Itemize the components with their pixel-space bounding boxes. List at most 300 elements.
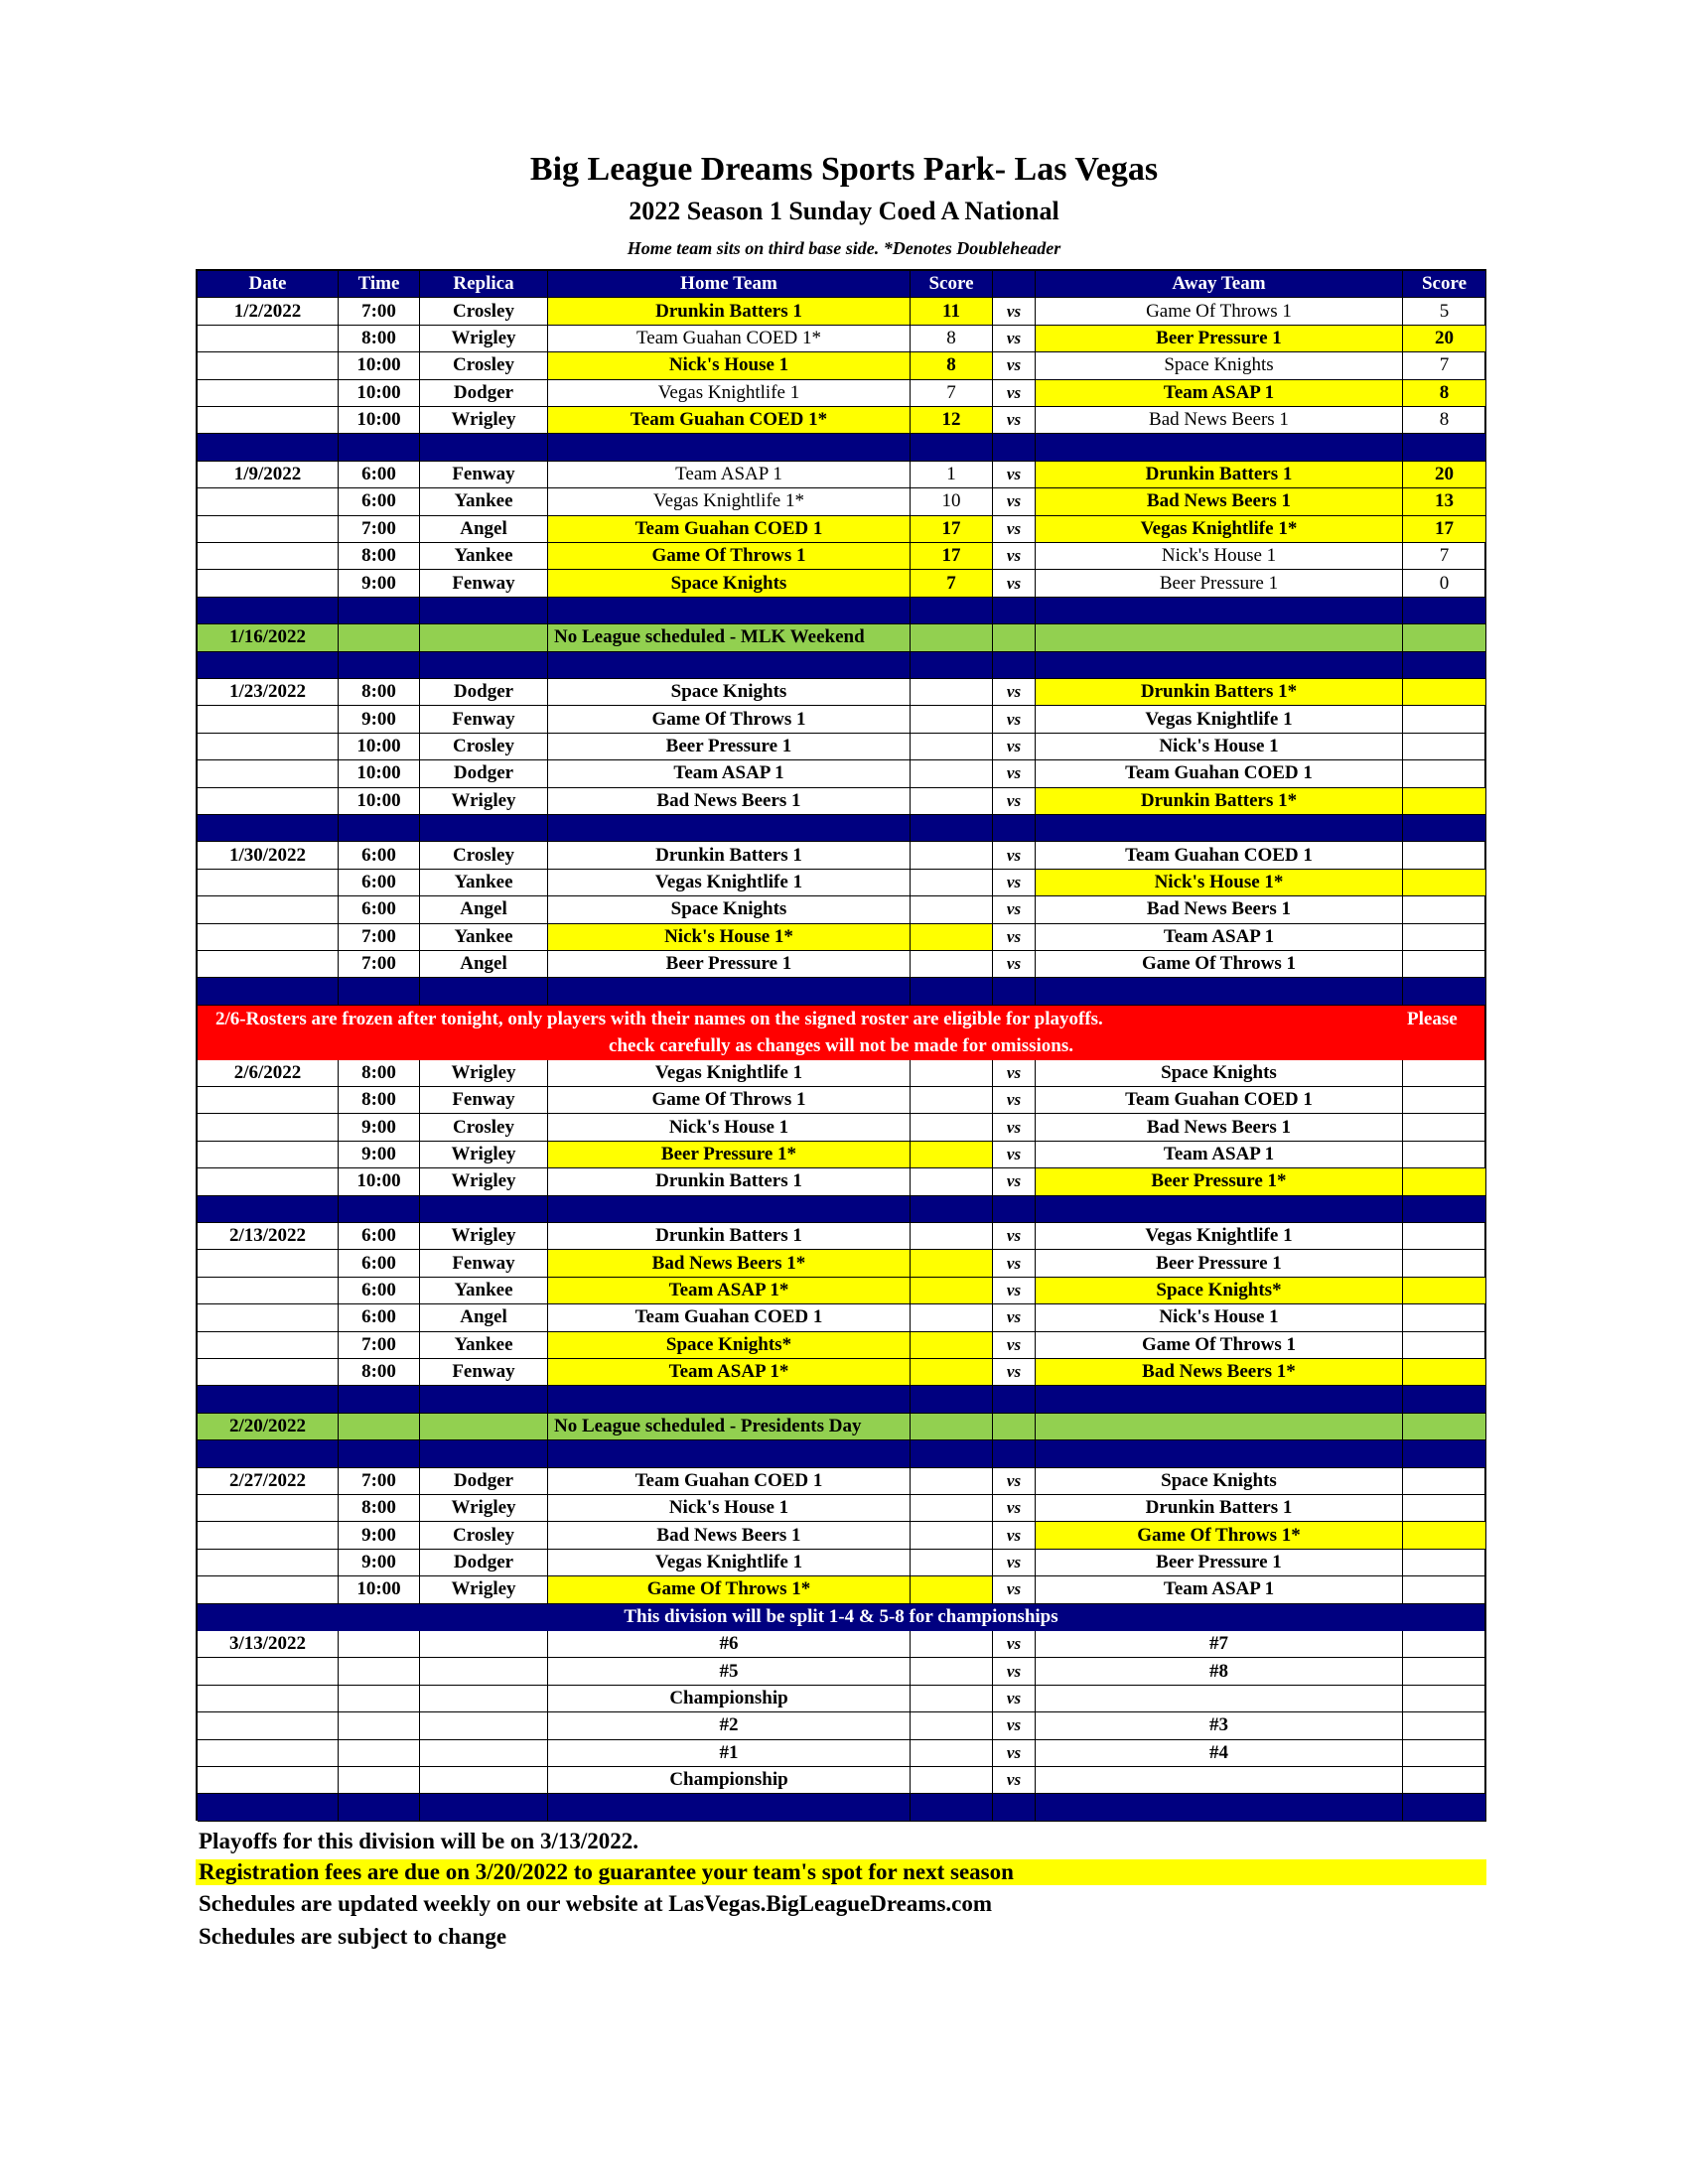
away-score-cell (1403, 624, 1486, 651)
time-cell: 8:00 (339, 679, 420, 706)
field-cell: Dodger (420, 1550, 548, 1576)
separator-cell (1403, 434, 1486, 461)
schedule-table (196, 269, 1486, 1821)
away-score-cell (1403, 1168, 1486, 1195)
home-team-cell: Team Guahan COED 1 (548, 516, 911, 543)
championship-split-text: This division will be split 1-4 & 5-8 for championships (624, 1605, 1058, 1627)
date-cell: 1/9/2022 (198, 462, 339, 488)
home-score-cell (911, 870, 993, 896)
separator-cell (420, 1440, 548, 1467)
separator-cell (1036, 978, 1403, 1005)
home-score-cell: 1 (911, 462, 993, 488)
away-team-cell: Game Of Throws 1 (1036, 951, 1403, 978)
away-team-cell: #3 (1036, 1712, 1403, 1739)
separator-cell (1403, 1440, 1486, 1467)
no-league-message: No League scheduled - MLK Weekend (548, 624, 911, 651)
time-cell: 7:00 (339, 951, 420, 978)
time-cell: 10:00 (339, 788, 420, 815)
date-cell (198, 326, 339, 352)
time-cell: 6:00 (339, 488, 420, 515)
away-team-cell: Team Guahan COED 1 (1036, 1087, 1403, 1114)
away-score-cell (1403, 1658, 1486, 1685)
time-cell (339, 1767, 420, 1794)
time-cell (339, 1414, 420, 1440)
separator-cell (420, 598, 548, 624)
time-cell: 9:00 (339, 706, 420, 733)
separator-cell (548, 598, 911, 624)
field-cell: Dodger (420, 760, 548, 787)
field-cell (420, 1631, 548, 1658)
away-score-cell: 7 (1403, 543, 1486, 570)
away-score-cell (1403, 1304, 1486, 1331)
away-score-cell: 8 (1403, 380, 1486, 407)
field-cell: Dodger (420, 679, 548, 706)
away-score-cell (1403, 1712, 1486, 1739)
away-team-cell: Bad News Beers 1 (1036, 407, 1403, 434)
vs-cell: vs (993, 1087, 1036, 1114)
home-score-cell (911, 1712, 993, 1739)
away-team-cell: Vegas Knightlife 1 (1036, 706, 1403, 733)
vs-cell: vs (993, 1658, 1036, 1685)
home-score-cell: 8 (911, 326, 993, 352)
separator-cell (339, 598, 420, 624)
date-cell: 2/6/2022 (198, 1060, 339, 1087)
away-team-cell: Space Knights (1036, 1468, 1403, 1495)
away-score-cell: 5 (1403, 298, 1486, 325)
date-cell (198, 706, 339, 733)
vs-cell: vs (993, 1114, 1036, 1141)
vs-cell: vs (993, 1250, 1036, 1277)
header-away-score: Score (1403, 271, 1486, 298)
header-home-team: Home Team (548, 271, 911, 298)
away-team-cell: Team Guahan COED 1 (1036, 842, 1403, 869)
time-cell: 10:00 (339, 1576, 420, 1603)
home-score-cell: 7 (911, 570, 993, 597)
home-score-cell (911, 1522, 993, 1549)
time-cell: 9:00 (339, 1114, 420, 1141)
away-score-cell: 20 (1403, 462, 1486, 488)
separator-cell (1036, 652, 1403, 679)
field-cell (420, 1767, 548, 1794)
separator-cell (993, 1794, 1036, 1821)
time-cell: 8:00 (339, 326, 420, 352)
away-score-cell (1403, 1414, 1486, 1440)
game-row (198, 352, 1484, 379)
separator-cell (1036, 434, 1403, 461)
date-cell (198, 1168, 339, 1195)
away-team-cell (1036, 1767, 1403, 1794)
separator-cell (339, 1794, 420, 1821)
game-row (198, 1686, 1484, 1712)
time-cell: 6:00 (339, 1223, 420, 1250)
home-team-cell: Bad News Beers 1* (548, 1250, 911, 1277)
time-cell (339, 1686, 420, 1712)
away-score-cell (1403, 1087, 1486, 1114)
home-team-cell: Beer Pressure 1 (548, 734, 911, 760)
no-league-row (198, 624, 1484, 651)
away-team-cell: Beer Pressure 1 (1036, 1550, 1403, 1576)
time-cell (339, 1631, 420, 1658)
separator-cell (339, 1196, 420, 1223)
separator-cell (339, 652, 420, 679)
home-score-cell (911, 1142, 993, 1168)
separator-cell (339, 815, 420, 842)
vs-cell: vs (993, 734, 1036, 760)
field-cell: Wrigley (420, 1168, 548, 1195)
away-team-cell: Nick's House 1 (1036, 543, 1403, 570)
home-team-cell: Championship (548, 1767, 911, 1794)
home-team-cell: Drunkin Batters 1 (548, 842, 911, 869)
vs-cell: vs (993, 1304, 1036, 1331)
page-subtitle: 2022 Season 1 Sunday Coed A National (629, 197, 1059, 225)
separator-cell (1403, 652, 1486, 679)
home-team-cell: Drunkin Batters 1 (548, 1223, 911, 1250)
header-date: Date (198, 271, 339, 298)
field-cell (420, 1658, 548, 1685)
home-score-cell (911, 624, 993, 651)
separator-cell (548, 1794, 911, 1821)
home-team-cell: Bad News Beers 1 (548, 788, 911, 815)
date-cell (198, 951, 339, 978)
home-score-cell: 8 (911, 352, 993, 379)
field-cell: Fenway (420, 570, 548, 597)
away-team-cell: Space Knights (1036, 352, 1403, 379)
time-cell: 7:00 (339, 298, 420, 325)
away-score-cell (1403, 924, 1486, 951)
date-cell: 1/23/2022 (198, 679, 339, 706)
field-cell: Angel (420, 896, 548, 923)
away-team-cell: Game Of Throws 1 (1036, 1332, 1403, 1359)
time-cell: 6:00 (339, 870, 420, 896)
field-cell: Yankee (420, 488, 548, 515)
separator-cell (548, 978, 911, 1005)
away-team-cell: Space Knights* (1036, 1278, 1403, 1304)
away-team-cell: Bad News Beers 1* (1036, 1359, 1403, 1386)
game-row (198, 1142, 1484, 1168)
home-score-cell (911, 1767, 993, 1794)
field-cell: Angel (420, 1304, 548, 1331)
separator-cell (993, 598, 1036, 624)
away-team-cell: Drunkin Batters 1 (1036, 462, 1403, 488)
separator-cell (911, 978, 993, 1005)
home-team-cell: Space Knights (548, 570, 911, 597)
field-cell: Fenway (420, 706, 548, 733)
field-cell (420, 1686, 548, 1712)
home-score-cell (911, 924, 993, 951)
game-row (198, 1223, 1484, 1250)
away-score-cell: 0 (1403, 570, 1486, 597)
vs-cell: vs (993, 788, 1036, 815)
separator-cell (198, 1794, 339, 1821)
game-row (198, 1060, 1484, 1087)
field-cell: Wrigley (420, 1142, 548, 1168)
separator-cell (198, 652, 339, 679)
home-team-cell: Vegas Knightlife 1* (548, 488, 911, 515)
separator-cell (548, 652, 911, 679)
game-row (198, 1468, 1484, 1495)
footer-playoffs: Playoffs for this division will be on 3/13/2022. (199, 1829, 639, 1853)
game-row (198, 570, 1484, 597)
vs-cell: vs (993, 1359, 1036, 1386)
separator-row (198, 434, 1484, 461)
away-team-cell: Bad News Beers 1 (1036, 896, 1403, 923)
vs-cell: vs (993, 1767, 1036, 1794)
vs-cell: vs (993, 543, 1036, 570)
no-league-row (198, 1414, 1484, 1440)
field-cell: Crosley (420, 842, 548, 869)
field-cell (420, 1712, 548, 1739)
vs-cell: vs (993, 679, 1036, 706)
time-cell: 7:00 (339, 1468, 420, 1495)
time-cell: 10:00 (339, 760, 420, 787)
away-score-cell (1403, 1631, 1486, 1658)
home-team-cell: Vegas Knightlife 1 (548, 870, 911, 896)
home-score-cell (911, 1359, 993, 1386)
vs-cell: vs (993, 1712, 1036, 1739)
home-team-cell: Team Guahan COED 1 (548, 1304, 911, 1331)
time-cell (339, 1658, 420, 1685)
home-team-cell: Team Guahan COED 1 (548, 1468, 911, 1495)
away-score-cell: 13 (1403, 488, 1486, 515)
date-cell (198, 1087, 339, 1114)
vs-cell: vs (993, 1495, 1036, 1522)
time-cell: 7:00 (339, 924, 420, 951)
away-team-cell: Beer Pressure 1 (1036, 326, 1403, 352)
separator-row (198, 598, 1484, 624)
vs-cell: vs (993, 1332, 1036, 1359)
date-cell (198, 352, 339, 379)
away-score-cell (1403, 1359, 1486, 1386)
home-team-cell: Bad News Beers 1 (548, 1522, 911, 1549)
separator-cell (993, 1196, 1036, 1223)
separator-cell (548, 815, 911, 842)
home-score-cell (911, 1060, 993, 1087)
home-team-cell: Drunkin Batters 1 (548, 1168, 911, 1195)
away-score-cell (1403, 1522, 1486, 1549)
vs-cell: vs (993, 1278, 1036, 1304)
separator-row (198, 1386, 1484, 1413)
separator-cell (548, 1386, 911, 1413)
home-team-cell: Team ASAP 1* (548, 1359, 911, 1386)
separator-cell (911, 598, 993, 624)
game-row (198, 1278, 1484, 1304)
home-score-cell (911, 1168, 993, 1195)
game-row (198, 380, 1484, 407)
away-team-cell (1036, 1414, 1403, 1440)
date-cell (198, 570, 339, 597)
home-team-cell: Championship (548, 1686, 911, 1712)
separator-cell (1403, 815, 1486, 842)
separator-cell (993, 652, 1036, 679)
footer-website: Schedules are updated weekly on our website at LasVegas.BigLeagueDreams.com (199, 1891, 993, 1916)
home-score-cell: 10 (911, 488, 993, 515)
field-cell: Fenway (420, 1359, 548, 1386)
time-cell: 10:00 (339, 734, 420, 760)
home-score-cell (911, 1658, 993, 1685)
date-cell (198, 870, 339, 896)
away-score-cell (1403, 679, 1486, 706)
game-row (198, 1114, 1484, 1141)
vs-cell: vs (993, 1550, 1036, 1576)
separator-cell (198, 978, 339, 1005)
separator-cell (1403, 978, 1486, 1005)
home-score-cell: 11 (911, 298, 993, 325)
separator-row (198, 1794, 1484, 1821)
separator-cell (198, 1440, 339, 1467)
date-cell (198, 1114, 339, 1141)
field-cell: Crosley (420, 1522, 548, 1549)
roster-notice-banner (198, 1006, 1484, 1060)
game-row (198, 298, 1484, 325)
game-row (198, 1658, 1484, 1685)
header-time: Time (339, 271, 420, 298)
time-cell: 8:00 (339, 1495, 420, 1522)
separator-row (198, 978, 1484, 1005)
away-team-cell: Beer Pressure 1 (1036, 1250, 1403, 1277)
away-score-cell (1403, 1250, 1486, 1277)
home-score-cell (911, 1278, 993, 1304)
vs-cell: vs (993, 488, 1036, 515)
home-score-cell: 17 (911, 516, 993, 543)
home-team-cell: Drunkin Batters 1 (548, 298, 911, 325)
vs-cell: vs (993, 1223, 1036, 1250)
field-cell: Crosley (420, 352, 548, 379)
no-league-message: No League scheduled - Presidents Day (548, 1414, 911, 1440)
vs-cell: vs (993, 842, 1036, 869)
separator-row (198, 1196, 1484, 1223)
time-cell: 9:00 (339, 1142, 420, 1168)
away-score-cell (1403, 760, 1486, 787)
field-cell (420, 1740, 548, 1767)
away-score-cell (1403, 951, 1486, 978)
field-cell: Fenway (420, 1087, 548, 1114)
home-score-cell (911, 1250, 993, 1277)
separator-cell (548, 1440, 911, 1467)
date-cell: 1/30/2022 (198, 842, 339, 869)
vs-cell: vs (993, 298, 1036, 325)
header-home-score: Score (911, 271, 993, 298)
vs-cell: vs (993, 570, 1036, 597)
date-cell: 1/2/2022 (198, 298, 339, 325)
time-cell: 6:00 (339, 1304, 420, 1331)
separator-cell (1036, 598, 1403, 624)
time-cell: 10:00 (339, 380, 420, 407)
home-score-cell (911, 1114, 993, 1141)
away-team-cell: Space Knights (1036, 1060, 1403, 1087)
home-team-cell: Nick's House 1 (548, 1114, 911, 1141)
away-score-cell (1403, 1332, 1486, 1359)
time-cell: 8:00 (339, 1060, 420, 1087)
game-row (198, 1168, 1484, 1195)
date-cell (198, 1686, 339, 1712)
page-title: Big League Dreams Sports Park- Las Vegas (529, 151, 1159, 188)
footer-registration: Registration fees are due on 3/20/2022 to guarantee your team's spot for next season (196, 1859, 1486, 1885)
header-vs (993, 271, 1036, 298)
time-cell: 10:00 (339, 1168, 420, 1195)
home-score-cell (911, 1332, 993, 1359)
date-cell: 2/13/2022 (198, 1223, 339, 1250)
home-team-cell: Game Of Throws 1 (548, 1087, 911, 1114)
roster-notice-line2: check carefully as changes will not be made for omissions. (609, 1034, 1073, 1056)
date-cell (198, 1278, 339, 1304)
separator-cell (198, 434, 339, 461)
game-row (198, 842, 1484, 869)
away-score-cell (1403, 788, 1486, 815)
separator-cell (993, 1440, 1036, 1467)
vs-cell: vs (993, 951, 1036, 978)
home-team-cell: Game Of Throws 1 (548, 706, 911, 733)
game-row (198, 462, 1484, 488)
separator-row (198, 652, 1484, 679)
away-score-cell (1403, 1686, 1486, 1712)
date-cell: 1/16/2022 (198, 624, 339, 651)
separator-cell (911, 815, 993, 842)
time-cell: 10:00 (339, 407, 420, 434)
separator-cell (548, 434, 911, 461)
roster-notice-please: Please (1407, 1008, 1458, 1029)
game-row (198, 1550, 1484, 1576)
time-cell: 9:00 (339, 570, 420, 597)
separator-cell (1403, 1386, 1486, 1413)
home-team-cell: Space Knights* (548, 1332, 911, 1359)
away-team-cell: Team ASAP 1 (1036, 380, 1403, 407)
home-team-cell: Nick's House 1 (548, 1495, 911, 1522)
separator-cell (911, 1386, 993, 1413)
game-row (198, 951, 1484, 978)
date-cell (198, 543, 339, 570)
away-team-cell: Nick's House 1 (1036, 734, 1403, 760)
vs-cell: vs (993, 326, 1036, 352)
date-cell (198, 380, 339, 407)
separator-cell (911, 1440, 993, 1467)
date-cell (198, 1142, 339, 1168)
date-cell (198, 1495, 339, 1522)
home-team-cell: Vegas Knightlife 1 (548, 1060, 911, 1087)
date-cell (198, 924, 339, 951)
away-score-cell (1403, 1550, 1486, 1576)
away-score-cell (1403, 896, 1486, 923)
separator-cell (420, 1794, 548, 1821)
away-team-cell: Vegas Knightlife 1* (1036, 516, 1403, 543)
separator-cell (993, 978, 1036, 1005)
separator-cell (1036, 1440, 1403, 1467)
home-score-cell (911, 679, 993, 706)
home-team-cell: Team ASAP 1 (548, 760, 911, 787)
date-cell (198, 407, 339, 434)
field-cell: Wrigley (420, 788, 548, 815)
away-team-cell: Team ASAP 1 (1036, 1142, 1403, 1168)
home-team-cell: Vegas Knightlife 1 (548, 1550, 911, 1576)
field-cell: Wrigley (420, 326, 548, 352)
date-cell: 2/20/2022 (198, 1414, 339, 1440)
vs-cell: vs (993, 407, 1036, 434)
game-row (198, 1087, 1484, 1114)
separator-cell (1036, 1386, 1403, 1413)
game-row (198, 1495, 1484, 1522)
separator-cell (911, 1196, 993, 1223)
date-cell (198, 488, 339, 515)
vs-cell: vs (993, 1468, 1036, 1495)
away-score-cell (1403, 1468, 1486, 1495)
separator-cell (911, 434, 993, 461)
separator-cell (993, 1386, 1036, 1413)
date-cell (198, 1250, 339, 1277)
home-team-cell: #1 (548, 1740, 911, 1767)
home-team-cell: #2 (548, 1712, 911, 1739)
home-score-cell (911, 1740, 993, 1767)
home-score-cell (911, 734, 993, 760)
separator-cell (1036, 1794, 1403, 1821)
